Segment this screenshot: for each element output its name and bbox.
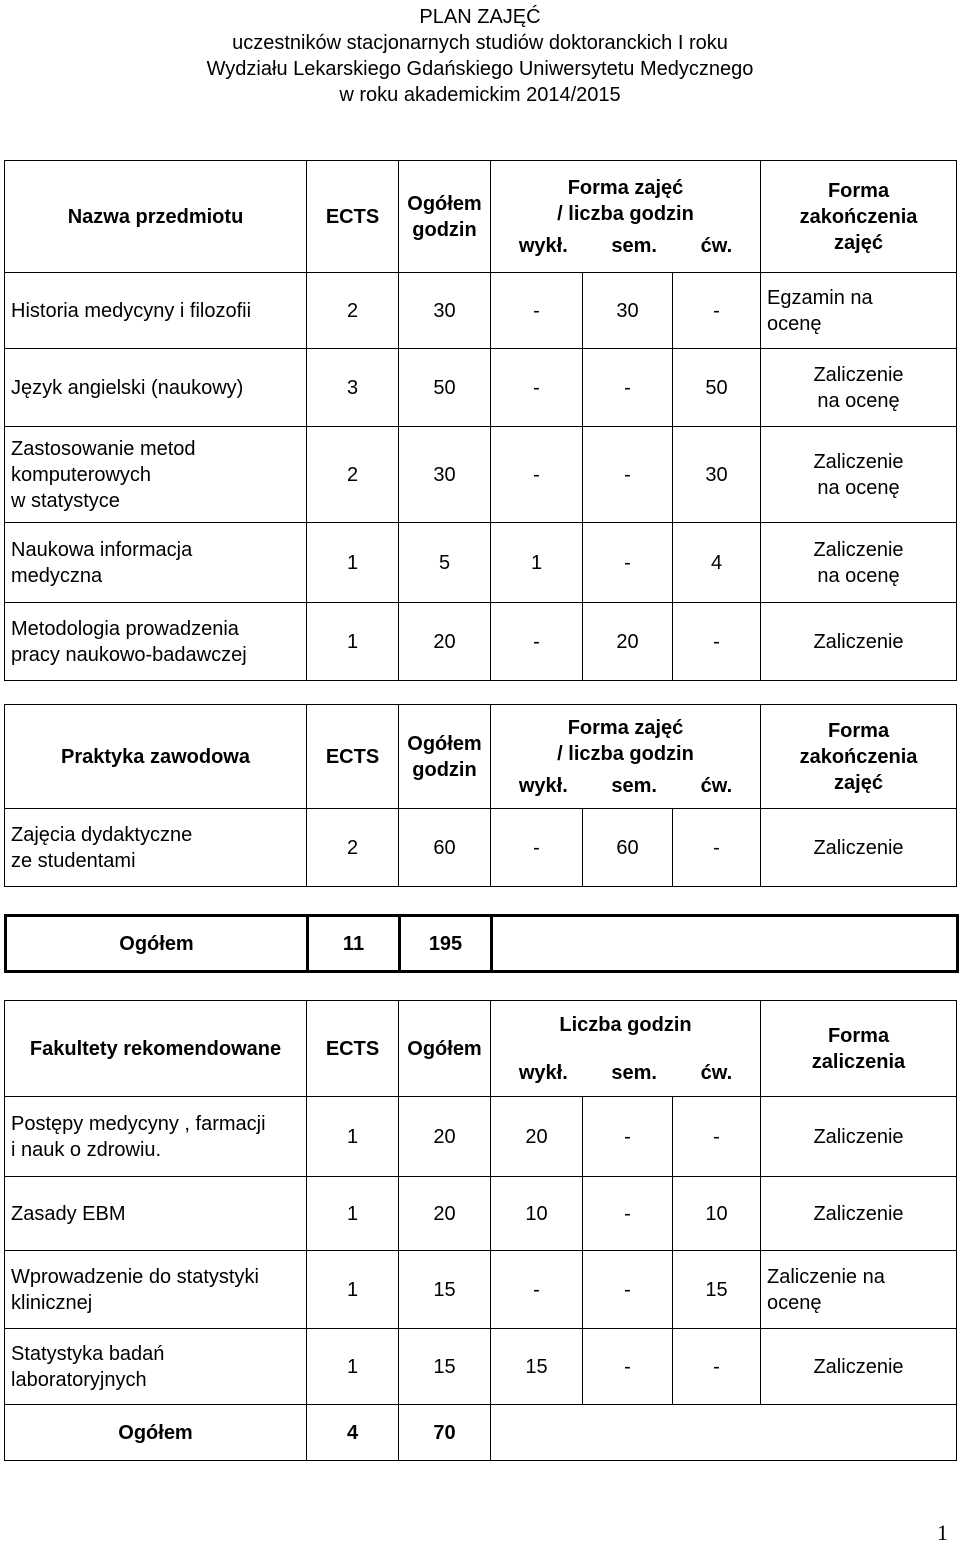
table-row: Historia medycyny i filozofii 2 30 - 30 - Egzamin na ocenę bbox=[5, 273, 957, 349]
header-total-hours: Ogółem godzin bbox=[399, 161, 491, 273]
table-row: Naukowa informacja medyczna 1 5 1 - 4 Zaliczenie na ocenę bbox=[5, 523, 957, 603]
header-total: Ogółem bbox=[399, 1001, 491, 1097]
table-row: Wprowadzenie do statystyki klinicznej 1 15 - - 15 Zaliczenie na ocenę bbox=[5, 1251, 957, 1329]
title-line-2: uczestników stacjonarnych studiów doktoranckich I roku bbox=[232, 32, 728, 54]
table-row: Postępy medycyny , farmacji i nauk o zdrowiu. 1 20 20 - - Zaliczenie bbox=[5, 1097, 957, 1177]
header-exercise: ćw. bbox=[700, 774, 733, 797]
electives-table bbox=[4, 1000, 957, 1461]
electives-table-header bbox=[5, 1001, 957, 1097]
table-row: Metodologia prowadzenia pracy naukowo-badawczej 1 20 - 20 - Zaliczenie bbox=[5, 603, 957, 681]
total-table bbox=[4, 914, 959, 973]
header-completion: Forma zakończenia zajęć bbox=[761, 705, 957, 809]
header-lecture: wykł. bbox=[518, 774, 568, 797]
header-ects: ECTS bbox=[307, 161, 399, 273]
header-lecture: wykł. bbox=[518, 1061, 568, 1084]
electives-total-label: Ogółem bbox=[5, 1405, 307, 1461]
header-subject: Nazwa przedmiotu bbox=[5, 161, 307, 273]
internship-table-header bbox=[5, 705, 957, 809]
header-internship: Praktyka zawodowa bbox=[5, 705, 307, 809]
header-total-hours: Ogółem godzin bbox=[399, 705, 491, 809]
header-form: Forma zajęć / liczba godzin wykł. sem. ćw. bbox=[491, 705, 761, 809]
header-form: Forma zajęć / liczba godzin wykł. sem. ćw. bbox=[491, 161, 761, 273]
total-label: Ogółem bbox=[6, 916, 308, 972]
header-completion: Forma zakończenia zajęć bbox=[761, 161, 957, 273]
header-completion: Forma zaliczenia bbox=[761, 1001, 957, 1097]
electives-total-hours: 70 bbox=[399, 1405, 491, 1461]
electives-total-ects: 4 bbox=[307, 1405, 399, 1461]
internship-table bbox=[4, 704, 957, 887]
header-lecture: wykł. bbox=[518, 234, 568, 257]
header-seminar: sem. bbox=[611, 1061, 657, 1084]
header-exercise: ćw. bbox=[700, 1061, 733, 1084]
header-seminar: sem. bbox=[611, 774, 657, 797]
total-ects: 11 bbox=[308, 916, 400, 972]
table-row: Zasady EBM 1 20 10 - 10 Zaliczenie bbox=[5, 1177, 957, 1251]
table-row: Zajęcia dydaktyczne ze studentami 2 60 - 60 - Zaliczenie bbox=[5, 809, 957, 887]
title-line-4: w roku akademickim 2014/2015 bbox=[339, 84, 621, 106]
title-line-3: Wydziału Lekarskiego Gdańskiego Uniwersytetu Medycznego bbox=[206, 58, 754, 80]
header-hours: Liczba godzin wykł. sem. ćw. bbox=[491, 1001, 761, 1097]
total-row bbox=[6, 916, 958, 972]
header-ects: ECTS bbox=[307, 705, 399, 809]
header-exercise: ćw. bbox=[700, 234, 733, 257]
subjects-table bbox=[4, 160, 957, 681]
page-number: 1 bbox=[937, 1520, 948, 1545]
table-row: Zastosowanie metod komputerowych w statystyce 2 30 - - 30 Zaliczenie na ocenę bbox=[5, 427, 957, 523]
electives-total-row bbox=[5, 1405, 957, 1461]
header-ects: ECTS bbox=[307, 1001, 399, 1097]
document-title bbox=[0, 4, 960, 108]
header-seminar: sem. bbox=[611, 234, 657, 257]
title-line-1: PLAN ZAJĘĆ bbox=[419, 6, 541, 28]
subjects-table-header bbox=[5, 161, 957, 273]
table-row: Statystyka badań laboratoryjnych 1 15 15 - - Zaliczenie bbox=[5, 1329, 957, 1405]
table-row: Język angielski (naukowy) 3 50 - - 50 Zaliczenie na ocenę bbox=[5, 349, 957, 427]
header-electives: Fakultety rekomendowane bbox=[5, 1001, 307, 1097]
total-hours: 195 bbox=[400, 916, 492, 972]
